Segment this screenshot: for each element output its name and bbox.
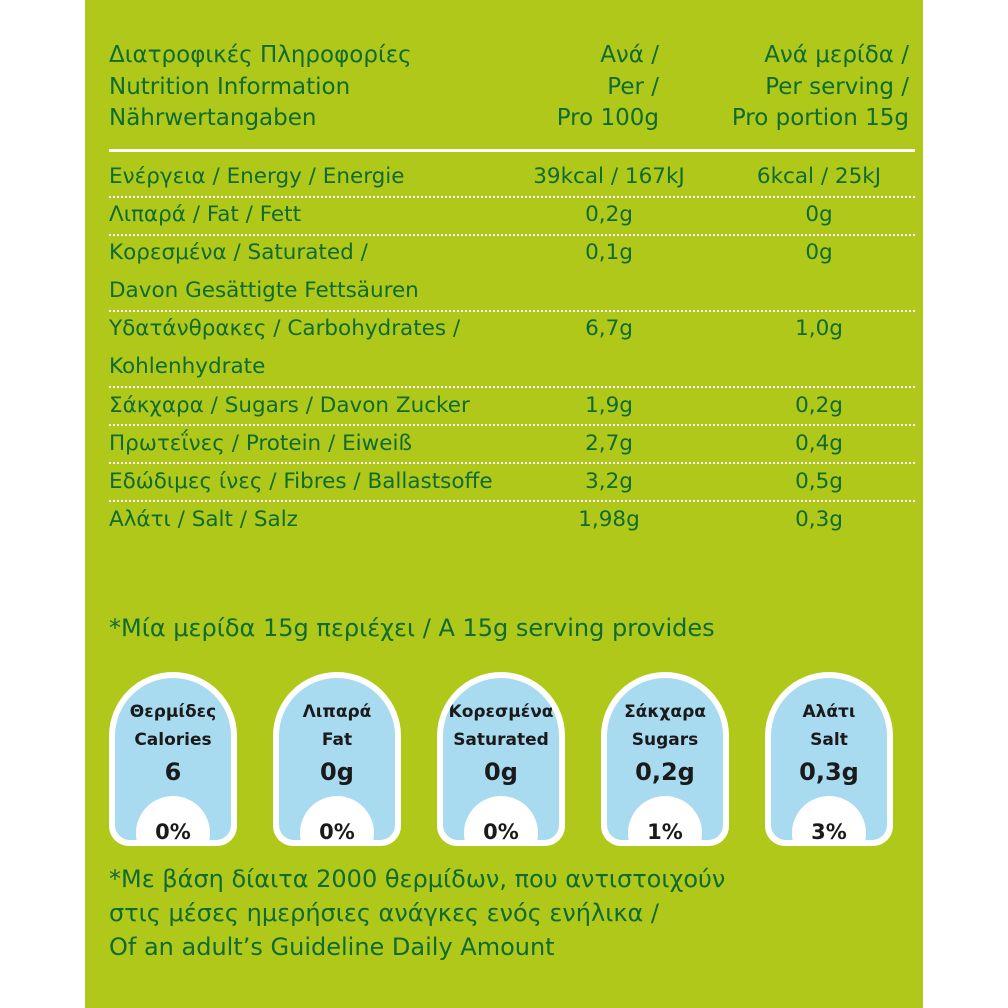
gda-percent: 3%: [811, 820, 847, 840]
gda-name-greek: Σάκχαρα: [624, 702, 706, 722]
row-label: Σάκχαρα / Sugars / Davon Zucker: [109, 393, 470, 418]
header-serving-greek: Ανά μερίδα /: [764, 42, 909, 68]
gda-name-english: Saturated: [453, 730, 549, 750]
per100-value: 39kcal / 167kJ: [533, 164, 685, 189]
row-label: Ενέργεια / Energy / Energie: [109, 164, 405, 189]
gda-name-english: Salt: [810, 730, 848, 750]
header-per-100g: [557, 40, 659, 135]
gda-percent: 0%: [155, 820, 191, 840]
gda-name-greek: Κορεσμένα: [448, 702, 554, 722]
per100-value: 1,9g: [585, 393, 633, 418]
gda-name-english: Fat: [321, 730, 353, 750]
header-label: [109, 40, 412, 135]
serving-value: 6kcal / 25kJ: [756, 164, 882, 189]
nutrition-label-panel: [85, 0, 923, 1008]
header-per100-german: Pro 100g: [556, 105, 659, 131]
serving-value: 0g: [805, 240, 833, 265]
serving-note: *Μία μερίδα 15g περιέχει / A 15g serving provides: [109, 614, 715, 642]
row-label: Υδατάνθρακες / Carbohydrates /: [109, 316, 461, 341]
footnote-line: *Με βάση δίαιτα 2000 θερμίδων, που αντιστοιχούν: [109, 865, 726, 893]
gda-amount: 0,2g: [635, 758, 695, 786]
footnote-line: στις μέσες ημερήσιες ανάγκες ενός ενήλικα /: [109, 899, 660, 927]
serving-value: 0,4g: [795, 431, 843, 456]
header-label-german: Nährwertangaben: [109, 105, 317, 131]
gda-badge-fill: [443, 678, 559, 840]
row-label-continued: Davon Gesättigte Fettsäuren: [109, 278, 419, 303]
row-label-continued: Kohlenhydrate: [109, 354, 266, 379]
header-label-greek: Διατροφικές Πληροφορίες: [109, 42, 412, 68]
footnote-line: Of an adult’s Guideline Daily Amount: [109, 933, 555, 961]
row-label: Κορεσμένα / Saturated /: [109, 240, 368, 265]
per100-value: 0,1g: [585, 240, 633, 265]
row-label: Πρωτεΐνες / Protein / Eiweiß: [109, 431, 412, 456]
serving-value: 0,2g: [795, 393, 843, 418]
gda-name-greek: Θερμίδες: [129, 702, 217, 722]
gda-amount: 0g: [484, 758, 518, 786]
gda-badge-calories: [109, 672, 237, 846]
gda-badge-fill: [771, 678, 887, 840]
gda-percent: 0%: [319, 820, 355, 840]
per100-value: 0,2g: [585, 202, 633, 227]
header-serving-english: Per serving /: [765, 73, 909, 100]
gda-badge-fat: [273, 672, 401, 846]
gda-amount: 6: [164, 758, 182, 786]
per100-value: 6,7g: [585, 316, 633, 341]
footnote: [109, 862, 725, 964]
row-label: Εδώδιμες ίνες / Fibres / Ballastsoffe: [109, 469, 493, 494]
row-label: Αλάτι / Salt / Salz: [109, 507, 298, 532]
gda-percent: 0%: [483, 820, 519, 840]
gda-amount: 0g: [320, 758, 354, 786]
per100-value: 3,2g: [585, 469, 633, 494]
gda-badge-fill: [607, 678, 723, 840]
header-serving-german: Pro portion 15g: [731, 105, 909, 131]
per100-value: 2,7g: [585, 431, 633, 456]
gda-badge-saturated: [437, 672, 565, 846]
serving-value: 0,5g: [795, 469, 843, 494]
per100-value: 1,98g: [578, 507, 640, 532]
gda-name-greek: Αλάτι: [802, 702, 856, 722]
header-per-serving: [732, 40, 909, 135]
serving-value: 0g: [805, 202, 833, 227]
gda-badge-fill: [115, 678, 231, 840]
row-label: Λιπαρά / Fat / Fett: [109, 202, 302, 227]
gda-badge-fill: [279, 678, 395, 840]
gda-badge-sugars: [601, 672, 729, 846]
gda-name-greek: Λιπαρά: [302, 702, 372, 722]
header-divider: [109, 149, 915, 152]
gda-badge-salt: [765, 672, 893, 846]
header-label-english: Nutrition Information: [109, 73, 351, 100]
gda-name-english: Calories: [134, 730, 212, 750]
gda-percent: 1%: [647, 820, 683, 840]
serving-value: 0,3g: [795, 507, 843, 532]
header-per100-greek: Ανά /: [600, 42, 659, 68]
gda-name-english: Sugars: [631, 730, 699, 750]
serving-value: 1,0g: [795, 316, 843, 341]
gda-amount: 0,3g: [799, 758, 859, 786]
header-per100-english: Per /: [607, 73, 659, 100]
